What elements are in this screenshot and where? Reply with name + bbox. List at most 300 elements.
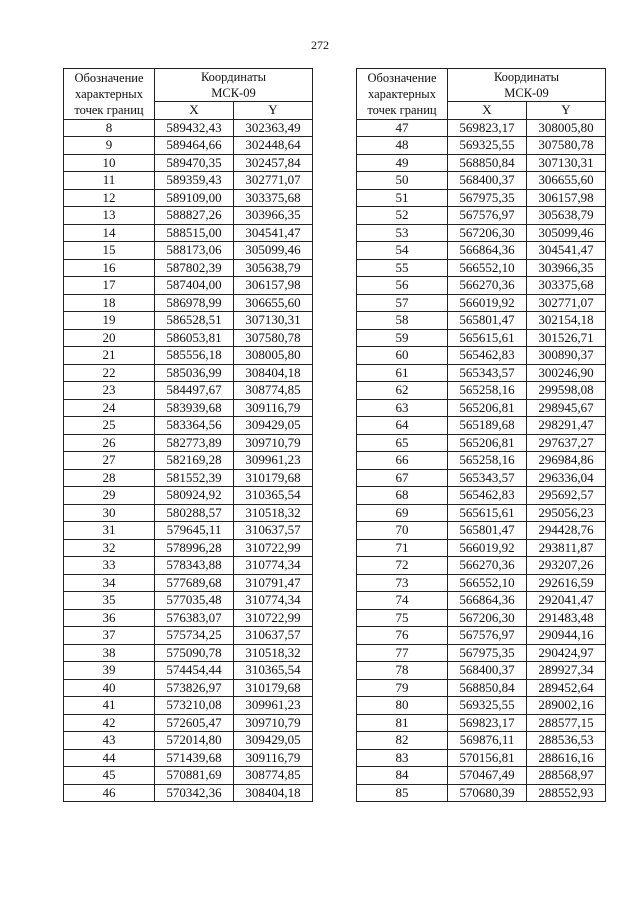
y-column-header: Y (234, 102, 313, 120)
x-coordinate-cell: 569876,11 (448, 732, 527, 750)
table-row (357, 574, 606, 592)
y-coordinate-cell: 309429,05 (234, 417, 313, 435)
point-number-cell: 24 (64, 399, 155, 417)
x-coordinate-cell: 585036,99 (155, 364, 234, 382)
point-number-cell: 12 (64, 189, 155, 207)
table-row (357, 242, 606, 260)
table-row (357, 469, 606, 487)
y-coordinate-cell: 302154,18 (527, 312, 606, 330)
y-coordinate-cell: 310518,32 (234, 504, 313, 522)
point-number-cell: 32 (64, 539, 155, 557)
y-coordinate-cell: 307130,31 (527, 154, 606, 172)
table-row (357, 749, 606, 767)
point-number-cell: 65 (357, 434, 448, 452)
point-number-cell: 51 (357, 189, 448, 207)
x-coordinate-cell: 586528,51 (155, 312, 234, 330)
point-number-cell: 69 (357, 504, 448, 522)
x-coordinate-cell: 569823,17 (448, 714, 527, 732)
table-row (357, 644, 606, 662)
x-coordinate-cell: 578996,28 (155, 539, 234, 557)
table-row (357, 434, 606, 452)
table-row (357, 172, 606, 190)
x-coordinate-cell: 570881,69 (155, 767, 234, 785)
x-coordinate-cell: 570467,49 (448, 767, 527, 785)
point-number-cell: 25 (64, 417, 155, 435)
x-coordinate-cell: 565615,61 (448, 329, 527, 347)
y-coordinate-cell: 290944,16 (527, 627, 606, 645)
table-row (357, 154, 606, 172)
table-row (64, 347, 313, 365)
point-number-cell: 17 (64, 277, 155, 295)
point-number-cell: 66 (357, 452, 448, 470)
point-number-cell: 60 (357, 347, 448, 365)
table-row (357, 119, 606, 137)
table-row (64, 767, 313, 785)
x-coordinate-cell: 586978,99 (155, 294, 234, 312)
x-coordinate-cell: 578343,88 (155, 557, 234, 575)
y-coordinate-cell: 310774,34 (234, 557, 313, 575)
table-row (357, 627, 606, 645)
table-row (64, 714, 313, 732)
x-coordinate-cell: 588515,00 (155, 224, 234, 242)
point-number-cell: 68 (357, 487, 448, 505)
x-column-header: X (448, 102, 527, 120)
point-number-cell: 10 (64, 154, 155, 172)
point-number-cell: 16 (64, 259, 155, 277)
table-row (64, 399, 313, 417)
x-coordinate-cell: 567975,35 (448, 189, 527, 207)
y-coordinate-cell: 310637,57 (234, 522, 313, 540)
point-number-cell: 64 (357, 417, 448, 435)
point-number-cell: 57 (357, 294, 448, 312)
y-coordinate-cell: 297637,27 (527, 434, 606, 452)
coordinates-header (155, 69, 313, 102)
y-coordinate-cell: 310365,54 (234, 662, 313, 680)
x-coordinate-cell: 566019,92 (448, 294, 527, 312)
x-coordinate-cell: 565801,47 (448, 522, 527, 540)
table-row (357, 452, 606, 470)
table-row (357, 312, 606, 330)
y-coordinate-cell: 310179,68 (234, 469, 313, 487)
x-coordinate-cell: 569325,55 (448, 697, 527, 715)
point-number-cell: 23 (64, 382, 155, 400)
x-coordinate-cell: 565462,83 (448, 347, 527, 365)
y-coordinate-cell: 300246,90 (527, 364, 606, 382)
x-coordinate-cell: 567576,97 (448, 627, 527, 645)
point-number-cell: 82 (357, 732, 448, 750)
x-coordinate-cell: 582169,28 (155, 452, 234, 470)
header-line: Координаты (493, 70, 560, 84)
y-coordinate-cell: 309710,79 (234, 434, 313, 452)
y-coordinate-cell: 310774,34 (234, 592, 313, 610)
x-coordinate-cell: 567576,97 (448, 207, 527, 225)
y-coordinate-cell: 308005,80 (234, 347, 313, 365)
x-coordinate-cell: 566552,10 (448, 259, 527, 277)
point-number-cell: 76 (357, 627, 448, 645)
point-number-cell: 67 (357, 469, 448, 487)
y-coordinate-cell: 310791,47 (234, 574, 313, 592)
point-number-cell: 56 (357, 277, 448, 295)
y-coordinate-cell: 294428,76 (527, 522, 606, 540)
table-row (357, 504, 606, 522)
y-coordinate-cell: 306157,98 (527, 189, 606, 207)
x-coordinate-cell: 566864,36 (448, 592, 527, 610)
table-row (357, 224, 606, 242)
point-number-cell: 48 (357, 137, 448, 155)
y-coordinate-cell: 310637,57 (234, 627, 313, 645)
table-row (64, 574, 313, 592)
point-number-cell: 29 (64, 487, 155, 505)
table-row (64, 504, 313, 522)
point-label-header (64, 69, 155, 120)
point-number-cell: 71 (357, 539, 448, 557)
x-coordinate-cell: 568400,37 (448, 172, 527, 190)
y-coordinate-cell: 298945,67 (527, 399, 606, 417)
table-row (357, 539, 606, 557)
point-number-cell: 40 (64, 679, 155, 697)
y-coordinate-cell: 302771,07 (527, 294, 606, 312)
x-coordinate-cell: 586053,81 (155, 329, 234, 347)
y-coordinate-cell: 310365,54 (234, 487, 313, 505)
x-coordinate-cell: 574454,44 (155, 662, 234, 680)
header-line: характерных (368, 86, 436, 101)
table-row (64, 119, 313, 137)
table-row (64, 312, 313, 330)
x-coordinate-cell: 565206,81 (448, 434, 527, 452)
table-row (64, 557, 313, 575)
y-coordinate-cell: 305638,79 (234, 259, 313, 277)
point-number-cell: 77 (357, 644, 448, 662)
x-coordinate-cell: 588827,26 (155, 207, 234, 225)
y-coordinate-cell: 309710,79 (234, 714, 313, 732)
table-row (64, 434, 313, 452)
x-coordinate-cell: 565343,57 (448, 469, 527, 487)
table-row (64, 172, 313, 190)
table-row (357, 329, 606, 347)
x-coordinate-cell: 576383,07 (155, 609, 234, 627)
y-column-header: Y (527, 102, 606, 120)
point-number-cell: 18 (64, 294, 155, 312)
point-number-cell: 15 (64, 242, 155, 260)
point-number-cell: 36 (64, 609, 155, 627)
x-coordinate-cell: 589464,66 (155, 137, 234, 155)
point-number-cell: 58 (357, 312, 448, 330)
y-coordinate-cell: 308404,18 (234, 364, 313, 382)
header-line: точек границ (74, 102, 144, 117)
point-number-cell: 63 (357, 399, 448, 417)
x-coordinate-cell: 589432,43 (155, 119, 234, 137)
x-coordinate-cell: 567206,30 (448, 224, 527, 242)
point-number-cell: 33 (64, 557, 155, 575)
table-row (357, 522, 606, 540)
y-coordinate-cell: 298291,47 (527, 417, 606, 435)
y-coordinate-cell: 303375,68 (234, 189, 313, 207)
x-coordinate-cell: 567206,30 (448, 609, 527, 627)
y-coordinate-cell: 306655,60 (234, 294, 313, 312)
x-coordinate-cell: 568850,84 (448, 679, 527, 697)
y-coordinate-cell: 310518,32 (234, 644, 313, 662)
table-row (357, 364, 606, 382)
point-number-cell: 45 (64, 767, 155, 785)
x-coordinate-cell: 581552,39 (155, 469, 234, 487)
table-row (64, 679, 313, 697)
table-row (357, 714, 606, 732)
x-coordinate-cell: 583364,56 (155, 417, 234, 435)
page-number: 272 (311, 38, 329, 52)
x-coordinate-cell: 566019,92 (448, 539, 527, 557)
table-row (357, 347, 606, 365)
y-coordinate-cell: 307130,31 (234, 312, 313, 330)
header-line: точек границ (367, 102, 437, 117)
point-number-cell: 61 (357, 364, 448, 382)
x-coordinate-cell: 577035,48 (155, 592, 234, 610)
table-row (64, 364, 313, 382)
x-coordinate-cell: 565615,61 (448, 504, 527, 522)
point-number-cell: 39 (64, 662, 155, 680)
point-number-cell: 49 (357, 154, 448, 172)
x-coordinate-cell: 587802,39 (155, 259, 234, 277)
x-coordinate-cell: 566552,10 (448, 574, 527, 592)
table-row (64, 259, 313, 277)
table-row (64, 662, 313, 680)
y-coordinate-cell: 309961,23 (234, 697, 313, 715)
y-coordinate-cell: 302363,49 (234, 119, 313, 137)
point-number-cell: 42 (64, 714, 155, 732)
x-coordinate-cell: 589359,43 (155, 172, 234, 190)
x-coordinate-cell: 565343,57 (448, 364, 527, 382)
point-number-cell: 35 (64, 592, 155, 610)
table-row (357, 662, 606, 680)
table-row (64, 749, 313, 767)
header-line: Обозначение (74, 70, 144, 85)
point-number-cell: 79 (357, 679, 448, 697)
x-coordinate-cell: 583939,68 (155, 399, 234, 417)
x-coordinate-cell: 569325,55 (448, 137, 527, 155)
y-coordinate-cell: 296336,04 (527, 469, 606, 487)
point-number-cell: 14 (64, 224, 155, 242)
table-row (357, 767, 606, 785)
point-number-cell: 34 (64, 574, 155, 592)
table-row (64, 609, 313, 627)
point-number-cell: 85 (357, 784, 448, 802)
table-row (357, 259, 606, 277)
table-row (357, 207, 606, 225)
x-coordinate-cell: 565462,83 (448, 487, 527, 505)
y-coordinate-cell: 299598,08 (527, 382, 606, 400)
y-coordinate-cell: 304541,47 (234, 224, 313, 242)
coordinates-table-right (356, 68, 606, 802)
point-number-cell: 26 (64, 434, 155, 452)
table-row (64, 697, 313, 715)
point-number-cell: 19 (64, 312, 155, 330)
x-coordinate-cell: 589470,35 (155, 154, 234, 172)
y-coordinate-cell: 308774,85 (234, 382, 313, 400)
y-coordinate-cell: 293811,87 (527, 539, 606, 557)
y-coordinate-cell: 309116,79 (234, 749, 313, 767)
y-coordinate-cell: 308404,18 (234, 784, 313, 802)
y-coordinate-cell: 288577,15 (527, 714, 606, 732)
table-row (357, 417, 606, 435)
y-coordinate-cell: 296984,86 (527, 452, 606, 470)
x-coordinate-cell: 575734,25 (155, 627, 234, 645)
y-coordinate-cell: 307580,78 (234, 329, 313, 347)
y-coordinate-cell: 295056,23 (527, 504, 606, 522)
table-row (357, 137, 606, 155)
y-coordinate-cell: 305099,46 (234, 242, 313, 260)
y-coordinate-cell: 303966,35 (527, 259, 606, 277)
coordinates-header (448, 69, 606, 102)
point-number-cell: 38 (64, 644, 155, 662)
table-row (64, 329, 313, 347)
header-line: МСК-09 (504, 86, 549, 100)
table-row (64, 207, 313, 225)
y-coordinate-cell: 307580,78 (527, 137, 606, 155)
y-coordinate-cell: 308774,85 (234, 767, 313, 785)
y-coordinate-cell: 288616,16 (527, 749, 606, 767)
table-row (64, 189, 313, 207)
y-coordinate-cell: 306157,98 (234, 277, 313, 295)
point-number-cell: 13 (64, 207, 155, 225)
y-coordinate-cell: 288536,53 (527, 732, 606, 750)
table-row (357, 784, 606, 802)
y-coordinate-cell: 289002,16 (527, 697, 606, 715)
point-number-cell: 73 (357, 574, 448, 592)
table-row (64, 627, 313, 645)
y-coordinate-cell: 310722,99 (234, 609, 313, 627)
y-coordinate-cell: 295692,57 (527, 487, 606, 505)
table-row (64, 732, 313, 750)
table-row (64, 154, 313, 172)
table-row (64, 469, 313, 487)
x-coordinate-cell: 571439,68 (155, 749, 234, 767)
point-number-cell: 83 (357, 749, 448, 767)
table-row (64, 224, 313, 242)
x-coordinate-cell: 565258,16 (448, 452, 527, 470)
point-number-cell: 50 (357, 172, 448, 190)
point-number-cell: 78 (357, 662, 448, 680)
x-coordinate-cell: 566864,36 (448, 242, 527, 260)
point-number-cell: 52 (357, 207, 448, 225)
point-number-cell: 74 (357, 592, 448, 610)
x-coordinate-cell: 565206,81 (448, 399, 527, 417)
y-coordinate-cell: 304541,47 (527, 242, 606, 260)
x-coordinate-cell: 572605,47 (155, 714, 234, 732)
y-coordinate-cell: 288552,93 (527, 784, 606, 802)
table-row (357, 382, 606, 400)
table-row (64, 417, 313, 435)
x-coordinate-cell: 568850,84 (448, 154, 527, 172)
table-row (357, 487, 606, 505)
point-number-cell: 30 (64, 504, 155, 522)
point-number-cell: 44 (64, 749, 155, 767)
x-coordinate-cell: 566270,36 (448, 277, 527, 295)
x-coordinate-cell: 585556,18 (155, 347, 234, 365)
y-coordinate-cell: 289927,34 (527, 662, 606, 680)
y-coordinate-cell: 305099,46 (527, 224, 606, 242)
point-number-cell: 72 (357, 557, 448, 575)
coordinates-table-left (63, 68, 313, 802)
y-coordinate-cell: 309116,79 (234, 399, 313, 417)
y-coordinate-cell: 301526,71 (527, 329, 606, 347)
table-row (357, 399, 606, 417)
table-body (64, 119, 313, 802)
point-number-cell: 81 (357, 714, 448, 732)
y-coordinate-cell: 292616,59 (527, 574, 606, 592)
x-column-header: X (155, 102, 234, 120)
x-coordinate-cell: 584497,67 (155, 382, 234, 400)
y-coordinate-cell: 309961,23 (234, 452, 313, 470)
table-row (64, 539, 313, 557)
point-number-cell: 54 (357, 242, 448, 260)
table-body (357, 119, 606, 802)
table-row (357, 189, 606, 207)
x-coordinate-cell: 579645,11 (155, 522, 234, 540)
table-row (357, 557, 606, 575)
table-row (64, 522, 313, 540)
table-row (64, 277, 313, 295)
x-coordinate-cell: 575090,78 (155, 644, 234, 662)
x-coordinate-cell: 569823,17 (448, 119, 527, 137)
point-number-cell: 9 (64, 137, 155, 155)
point-number-cell: 41 (64, 697, 155, 715)
point-number-cell: 31 (64, 522, 155, 540)
point-number-cell: 55 (357, 259, 448, 277)
y-coordinate-cell: 291483,48 (527, 609, 606, 627)
y-coordinate-cell: 310722,99 (234, 539, 313, 557)
x-coordinate-cell: 566270,36 (448, 557, 527, 575)
table-row (64, 137, 313, 155)
point-number-cell: 27 (64, 452, 155, 470)
y-coordinate-cell: 309429,05 (234, 732, 313, 750)
y-coordinate-cell: 300890,37 (527, 347, 606, 365)
y-coordinate-cell: 290424,97 (527, 644, 606, 662)
point-number-cell: 75 (357, 609, 448, 627)
table-row (64, 644, 313, 662)
header-line: характерных (75, 86, 143, 101)
x-coordinate-cell: 580288,57 (155, 504, 234, 522)
y-coordinate-cell: 303966,35 (234, 207, 313, 225)
x-coordinate-cell: 570342,36 (155, 784, 234, 802)
table-row (357, 294, 606, 312)
y-coordinate-cell: 288568,97 (527, 767, 606, 785)
point-number-cell: 84 (357, 767, 448, 785)
header-line: МСК-09 (211, 86, 256, 100)
table-row (64, 242, 313, 260)
x-coordinate-cell: 565189,68 (448, 417, 527, 435)
x-coordinate-cell: 577689,68 (155, 574, 234, 592)
x-coordinate-cell: 570156,81 (448, 749, 527, 767)
y-coordinate-cell: 306655,60 (527, 172, 606, 190)
x-coordinate-cell: 588173,06 (155, 242, 234, 260)
point-number-cell: 47 (357, 119, 448, 137)
table-row (357, 609, 606, 627)
x-coordinate-cell: 568400,37 (448, 662, 527, 680)
table-row (64, 382, 313, 400)
x-coordinate-cell: 573210,08 (155, 697, 234, 715)
point-number-cell: 22 (64, 364, 155, 382)
y-coordinate-cell: 302771,07 (234, 172, 313, 190)
x-coordinate-cell: 565258,16 (448, 382, 527, 400)
y-coordinate-cell: 305638,79 (527, 207, 606, 225)
point-number-cell: 20 (64, 329, 155, 347)
y-coordinate-cell: 292041,47 (527, 592, 606, 610)
point-number-cell: 59 (357, 329, 448, 347)
table-row (357, 592, 606, 610)
table-row (64, 452, 313, 470)
table-row (357, 679, 606, 697)
table-row (357, 697, 606, 715)
y-coordinate-cell: 302457,84 (234, 154, 313, 172)
